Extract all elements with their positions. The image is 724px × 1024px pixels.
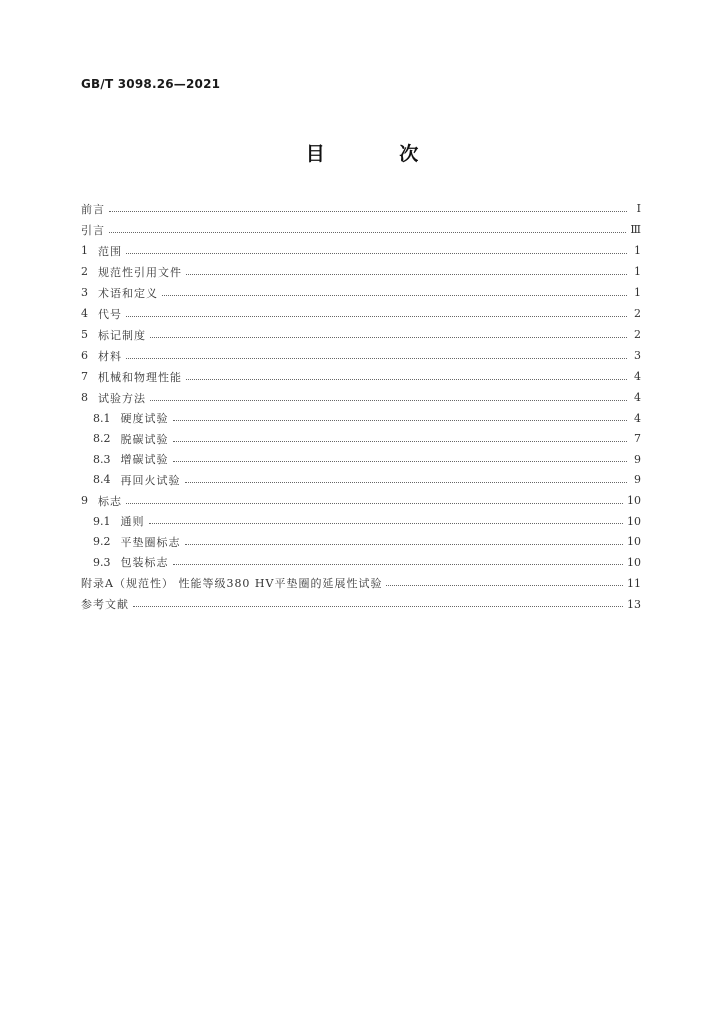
- toc-entry[interactable]: [81, 303, 641, 324]
- toc-dot-leader: [150, 399, 627, 401]
- toc-entry-label: 平垫圈标志: [120, 535, 181, 549]
- toc-entry-number: 9.2: [93, 535, 111, 549]
- toc-entry[interactable]: [81, 387, 641, 408]
- toc-entry-page: 10: [627, 494, 641, 507]
- toc-dot-leader: [126, 315, 627, 317]
- toc-dot-leader: [186, 378, 627, 380]
- toc-entry[interactable]: [81, 282, 641, 303]
- toc-entry-number: 1: [81, 244, 88, 257]
- toc-entry[interactable]: [81, 449, 641, 470]
- toc-entry-label: 机械和物理性能: [98, 370, 182, 384]
- toc-entry[interactable]: [81, 219, 641, 240]
- toc-entry-page: 9: [634, 473, 641, 487]
- toc-dot-leader: [149, 522, 624, 524]
- toc-entry-label: 增碳试验: [120, 453, 169, 467]
- toc-entry-page: 11: [627, 576, 641, 590]
- toc-entry-label: 包装标志: [120, 556, 169, 570]
- toc-entry-number: 9.1: [93, 514, 111, 528]
- toc-entry[interactable]: [81, 261, 641, 282]
- toc-dot-leader: [185, 543, 624, 545]
- toc-dot-leader: [126, 502, 623, 504]
- toc-entry-page: 7: [634, 432, 641, 446]
- toc-entry-label: 附录A（规范性） 性能等级380 HV平垫圈的延展性试验: [81, 577, 383, 590]
- toc-entry-label: 试验方法: [98, 391, 146, 405]
- toc-entry-number: 6: [81, 349, 88, 362]
- toc-entry-page: 13: [627, 597, 641, 611]
- toc-entry-page: 1: [634, 265, 641, 278]
- toc-entry[interactable]: [81, 198, 641, 219]
- toc-dot-leader: [386, 584, 623, 586]
- toc-dot-leader: [109, 231, 626, 233]
- toc-entry-label: 标记制度: [98, 328, 146, 342]
- toc-entry-number: 8.3: [93, 452, 111, 466]
- toc-entry-label: 规范性引用文件: [98, 265, 182, 279]
- toc-entry[interactable]: [81, 240, 641, 261]
- toc-dot-leader: [162, 294, 627, 296]
- toc-entry[interactable]: [81, 573, 641, 594]
- toc-entry-label: 硬度试验: [120, 412, 169, 426]
- toc-entry-number: 8.2: [93, 432, 111, 446]
- toc-dot-leader: [173, 419, 628, 421]
- toc-entry-label: 通则: [120, 515, 145, 529]
- toc-entry-page: 4: [634, 370, 641, 383]
- toc-entry-label: 参考文献: [81, 598, 129, 611]
- toc-entry[interactable]: [81, 345, 641, 366]
- toc-entry-label: 范围: [98, 244, 122, 258]
- toc-entry-page: Ⅰ: [636, 202, 641, 215]
- toc-entry-label: 前言: [81, 202, 105, 216]
- toc-entry-page: 4: [634, 391, 641, 404]
- toc-entry-page: 9: [634, 452, 641, 466]
- table-of-contents: [81, 198, 641, 615]
- toc-entry[interactable]: [81, 324, 641, 345]
- toc-entry-page: 1: [634, 244, 641, 257]
- toc-entry[interactable]: [81, 490, 641, 511]
- toc-entry-page: 4: [634, 411, 641, 425]
- toc-title: 目 次: [305, 143, 453, 165]
- toc-entry-number: 4: [81, 307, 88, 320]
- toc-entry-page: 2: [634, 328, 641, 341]
- toc-entry-number: 2: [81, 265, 88, 278]
- toc-entry-label: 代号: [98, 307, 122, 321]
- toc-entry-label: 标志: [98, 494, 122, 508]
- toc-dot-leader: [126, 252, 627, 254]
- toc-entry-page: 2: [634, 307, 641, 320]
- toc-entry-number: 8.4: [93, 473, 111, 487]
- toc-entry-label: 引言: [81, 223, 105, 237]
- toc-entry[interactable]: [81, 594, 641, 615]
- toc-dot-leader: [126, 357, 627, 359]
- toc-dot-leader: [185, 481, 628, 483]
- toc-entry-page: 10: [627, 514, 641, 528]
- toc-dot-leader: [133, 605, 623, 607]
- toc-entry-number: 7: [81, 370, 88, 383]
- toc-entry[interactable]: [81, 511, 641, 532]
- toc-dot-leader: [150, 336, 627, 338]
- toc-dot-leader: [109, 210, 627, 212]
- toc-entry-label: 材料: [98, 349, 122, 363]
- toc-entry-number: 9.3: [93, 555, 111, 569]
- toc-entry[interactable]: [81, 532, 641, 553]
- standard-code: GB/T 3098.26—2021: [81, 77, 221, 91]
- toc-entry[interactable]: [81, 408, 641, 429]
- toc-entry-page: 10: [627, 555, 641, 569]
- toc-dot-leader: [173, 563, 624, 565]
- toc-entry[interactable]: [81, 552, 641, 573]
- toc-entry-number: 3: [81, 286, 88, 299]
- toc-entry-page: 1: [634, 286, 641, 299]
- toc-entry-page: Ⅲ: [630, 223, 641, 236]
- toc-entry[interactable]: [81, 470, 641, 491]
- toc-dot-leader: [173, 460, 628, 462]
- toc-entry-label: 术语和定义: [98, 286, 158, 300]
- toc-entry-label: 脱碳试验: [120, 432, 169, 446]
- toc-entry-number: 8.1: [93, 411, 111, 425]
- toc-entry[interactable]: [81, 429, 641, 450]
- toc-entry-page: 10: [627, 535, 641, 549]
- toc-dot-leader: [173, 440, 628, 442]
- toc-entry-number: 9: [81, 494, 88, 507]
- toc-entry-label: 再回火试验: [120, 473, 181, 487]
- toc-entry-page: 3: [634, 349, 641, 362]
- toc-dot-leader: [186, 273, 627, 275]
- toc-entry-number: 5: [81, 328, 88, 341]
- toc-entry-number: 8: [81, 391, 88, 404]
- toc-entry[interactable]: [81, 366, 641, 387]
